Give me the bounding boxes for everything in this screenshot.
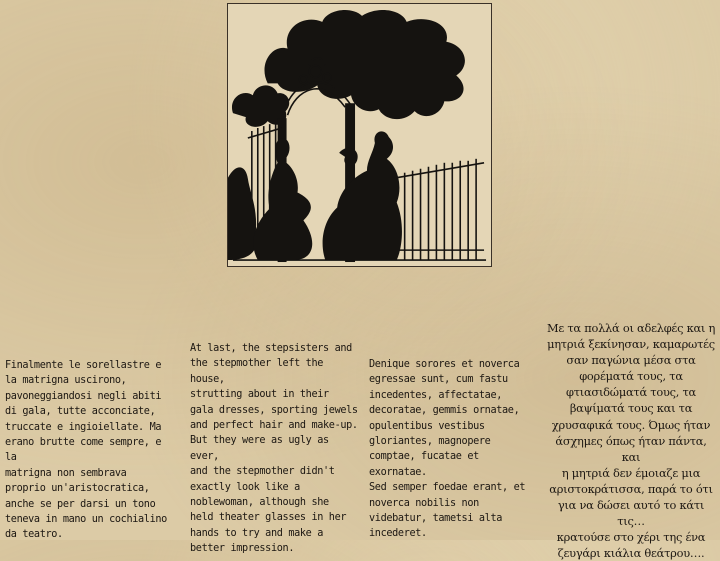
garden-fence — [397, 159, 484, 260]
figure-stepsister — [253, 138, 312, 260]
figure-stepmother — [323, 131, 402, 260]
italian-text: Finalmente le sorellastre e la matrigna uscirono, pavoneggiandosi negli abiti di gala, tutte acconciate, truccate e ingioiellate. Ma erano brutte come sempre, e la matrigna non sembrava proprio un'aristocratica, anche se per darsi un tono teneva in mano un cochialino da teatro. — [5, 360, 167, 541]
english-text: At last, the stepsisters and the stepmother left the house, strutting about in their gala dresses, sporting jewels and perfect hair and make-up. But they were as ugly as ever, and the stepmother didn't exactly look like a noblewoman, although she held theater glasses in her hands to try and make a better impression. — [190, 343, 358, 555]
tree-foliage — [264, 10, 464, 119]
silhouette-illustration — [228, 4, 491, 266]
latin-text: Denique sorores et noverca egressae sunt, cum fastu incedentes, affectatae, decoratae, gemmis ornatae, opulentibus vestibus gloriantes, magnopere comptae, fucatae et exornatae. Sed semper foedae erant, et noverca nobilis non videbatur, tametsi alta incederet. — [369, 359, 526, 540]
illustration-frame — [227, 3, 492, 267]
greek-text: Με τα πολλά οι αδελφές και η μητριά ξεκίνησαν, καμαρωτές σαν παγώνια μέσα στα φορέματά τους, τα φτιασιδώματά τους, τα βαψίματά τους και τα χρυσαφικά τους. Όμως ήταν άσχημες όπως ήταν πάντα, και η μητριά δεν έμοιαζε μια αριστοκράτισσα, παρά το ότι για να δώσει αυτό το κάτι τις… κρατούσε στο χέρι της ένα ζευγάρι κιάλια θεάτρου…. — [546, 321, 716, 561]
